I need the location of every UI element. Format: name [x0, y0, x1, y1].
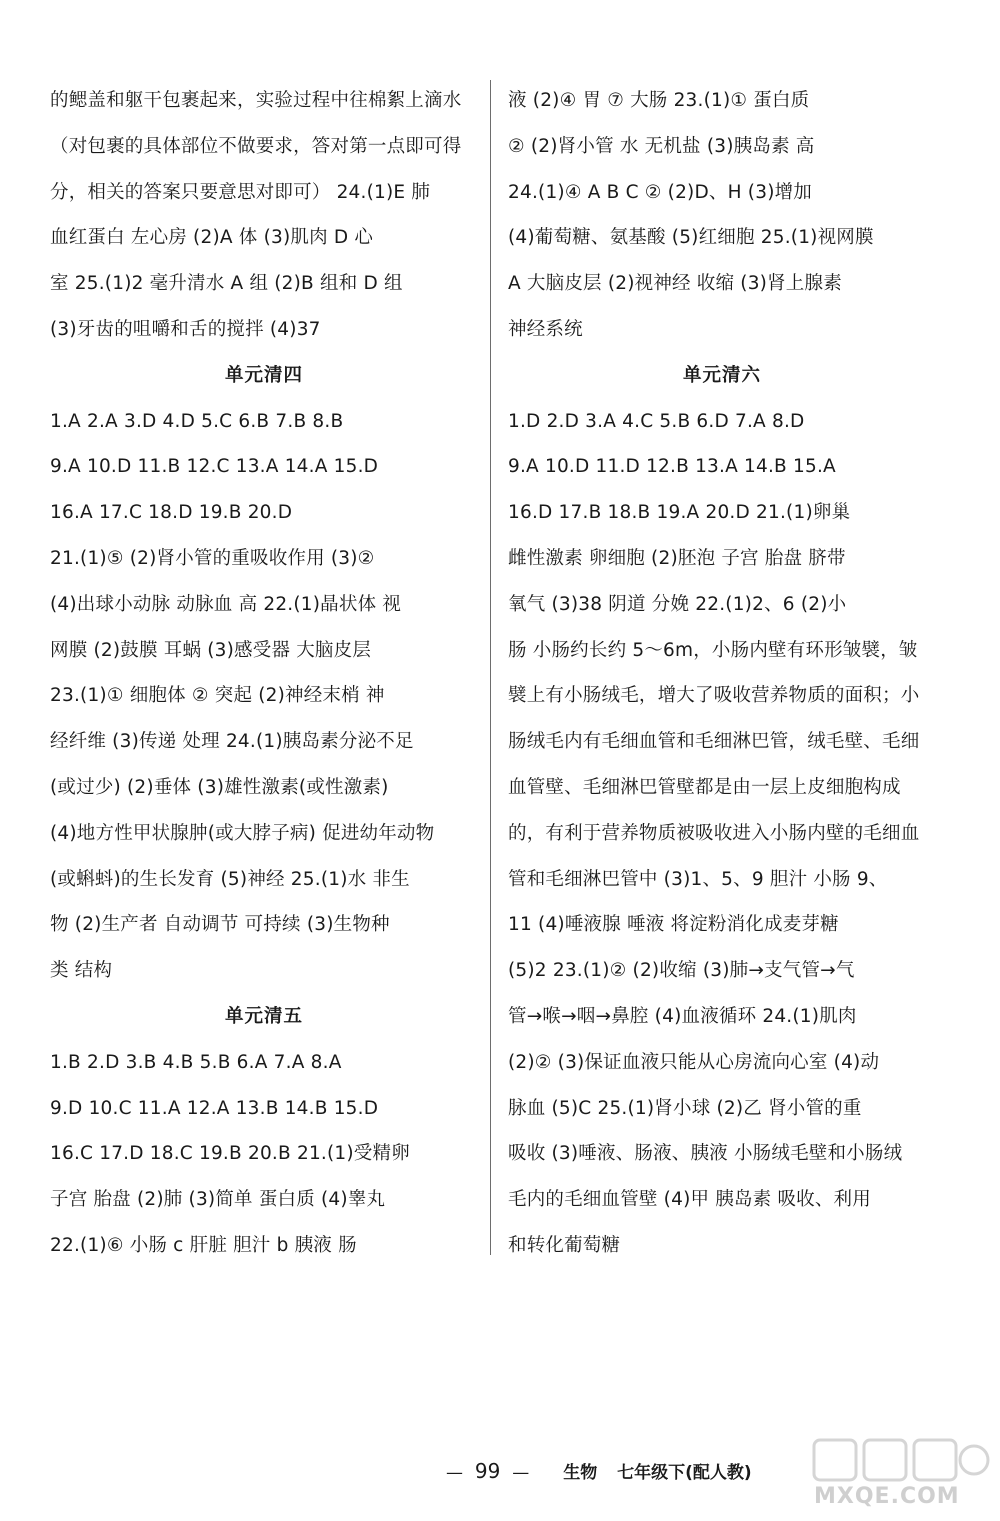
answer-line: 的鳃盖和躯干包裹起来，实验过程中往棉絮上滴水 [50, 90, 462, 111]
answer-line: (或过少) (2)垂体 (3)雄性激素(或性激素) [50, 776, 389, 798]
section-heading-unit-4: 单元清四 [224, 364, 303, 386]
answer-line: (4)地方性甲状腺肿(或大脖子病) 促进幼年动物 [50, 822, 435, 844]
answer-line: 23.(1)① 细胞体 ② 突起 (2)神经末梢 神 [50, 685, 385, 707]
answer-line: 物 (2)生产者 自动调节 可持续 (3)生物种 [50, 914, 390, 936]
answer-line: (或蝌蚪)的生长发育 (5)神经 25.(1)水 非生 [50, 868, 410, 890]
answer-line: 9.D 10.C 11.A 12.A 13.B 14.B 15.D [50, 1097, 379, 1119]
answer-line: 22.(1)⑥ 小肠 c 肝脏 胆汁 b 胰液 肠 [50, 1234, 357, 1256]
answer-line: 和转化葡萄糖 [508, 1234, 621, 1256]
answer-line: 16.D 17.B 18.B 19.A 20.D 21.(1)卵巢 [508, 502, 851, 524]
page-footer [440, 1456, 752, 1486]
answer-line: 1.A 2.A 3.D 4.D 5.C 6.B 7.B 8.B [50, 410, 344, 432]
answer-line: 管→喉→咽→鼻腔 (4)血液循环 24.(1)肌肉 [508, 1005, 857, 1027]
watermark-logo [808, 1436, 994, 1518]
page-number: 99 [474, 1459, 501, 1483]
footer-dash: — [446, 1463, 463, 1483]
right-column [508, 78, 936, 1269]
answer-line: 吸收 (3)唾液、肠液、胰液 小肠绒毛壁和小肠绒 [508, 1143, 903, 1165]
answer-line: (3)牙齿的咀嚼和舌的搅拌 (4)37 [50, 318, 321, 340]
answer-line: 1.B 2.D 3.B 4.B 5.B 6.A 7.A 8.A [50, 1051, 342, 1073]
answer-line: 毛内的毛细血管壁 (4)甲 胰岛素 吸收、利用 [508, 1189, 871, 1211]
answer-line: 管和毛细淋巴管中 (3)1、5、9 胆汁 小肠 9、 [508, 868, 888, 890]
column-divider [490, 80, 491, 1255]
answer-line: (4)出球小动脉 动脉血 高 22.(1)晶状体 视 [50, 593, 402, 615]
answer-line: 24.(1)④ A B C ② (2)D、H (3)增加 [508, 181, 813, 203]
answer-line: 11 (4)唾液腺 唾液 将淀粉消化成麦芽糖 [508, 914, 839, 936]
answer-line: 9.A 10.D 11.D 12.B 13.A 14.B 15.A [508, 456, 836, 478]
answer-line: A 大脑皮层 (2)视神经 收缩 (3)肾上腺素 [508, 273, 842, 295]
answer-line: 襞上有小肠绒毛，增大了吸收营养物质的面积；小 [508, 685, 920, 707]
answer-line: （对包裹的具体部位不做要求，答对第一点即可得 [50, 135, 462, 157]
answer-line: 16.A 17.C 18.D 19.B 20.D [50, 502, 293, 524]
answer-line: 网膜 (2)鼓膜 耳蜗 (3)感受器 大脑皮层 [50, 639, 372, 661]
section-heading-unit-5: 单元清五 [224, 1005, 303, 1027]
watermark-text: MXQE.COM [814, 1484, 960, 1509]
answer-line: 雌性激素 卵细胞 (2)胚泡 子宫 胎盘 脐带 [508, 547, 846, 569]
answer-line: 脉血 (5)C 25.(1)肾小球 (2)乙 肾小管的重 [508, 1097, 862, 1119]
answer-line: 21.(1)⑤ (2)肾小管的重吸收作用 (3)② [50, 547, 375, 569]
answer-line: 室 25.(1)2 毫升清水 A 组 (2)B 组和 D 组 [50, 273, 403, 295]
answer-line: 液 (2)④ 胃 ⑦ 大肠 23.(1)① 蛋白质 [508, 90, 810, 111]
answer-line: 血管壁、毛细淋巴管壁都是由一层上皮细胞构成 [508, 776, 901, 798]
answer-line: (2)② (3)保证血液只能从心房流向心室 (4)动 [508, 1051, 880, 1073]
section-heading-unit-6: 单元清六 [682, 364, 761, 386]
watermark-logo-icon [808, 1436, 994, 1486]
answer-line: 的，有利于营养物质被吸收进入小肠内壁的毛细血 [508, 822, 920, 844]
answer-line: (5)2 23.(1)② (2)收缩 (3)肺→支气管→气 [508, 960, 855, 982]
answer-line: 肠绒毛内有毛细血管和毛细淋巴管，绒毛壁、毛细 [508, 731, 920, 753]
answer-line: ② (2)肾小管 水 无机盐 (3)胰岛素 高 [508, 135, 815, 157]
footer-subject: 生物 [563, 1463, 598, 1483]
footer-grade: 七年级下(配人教) [617, 1463, 752, 1483]
answer-line: 9.A 10.D 11.B 12.C 13.A 14.A 15.D [50, 456, 379, 478]
answer-line: 类 结构 [50, 960, 113, 982]
answer-line: (4)葡萄糖、氨基酸 (5)红细胞 25.(1)视网膜 [508, 227, 874, 249]
footer-dash: — [512, 1463, 530, 1483]
answer-line: 分，相关的答案只要意思对即可） 24.(1)E 肺 [50, 181, 431, 203]
answer-line: 16.C 17.D 18.C 19.B 20.B 21.(1)受精卵 [50, 1143, 410, 1165]
answer-line: 子宫 胎盘 (2)肺 (3)简单 蛋白质 (4)睾丸 [50, 1189, 386, 1211]
answer-line: 氧气 (3)38 阴道 分娩 22.(1)2、6 (2)小 [508, 593, 847, 615]
left-column [50, 78, 478, 1269]
answer-line: 肠 小肠约长约 5～6m，小肠内壁有环形皱襞，皱 [508, 639, 918, 661]
answer-line: 1.D 2.D 3.A 4.C 5.B 6.D 7.A 8.D [508, 410, 805, 432]
answer-line: 神经系统 [508, 318, 583, 340]
answer-line: 经纤维 (3)传递 处理 24.(1)胰岛素分泌不足 [50, 731, 414, 753]
answer-line: 血红蛋白 左心房 (2)A 体 (3)肌肉 D 心 [50, 227, 374, 249]
